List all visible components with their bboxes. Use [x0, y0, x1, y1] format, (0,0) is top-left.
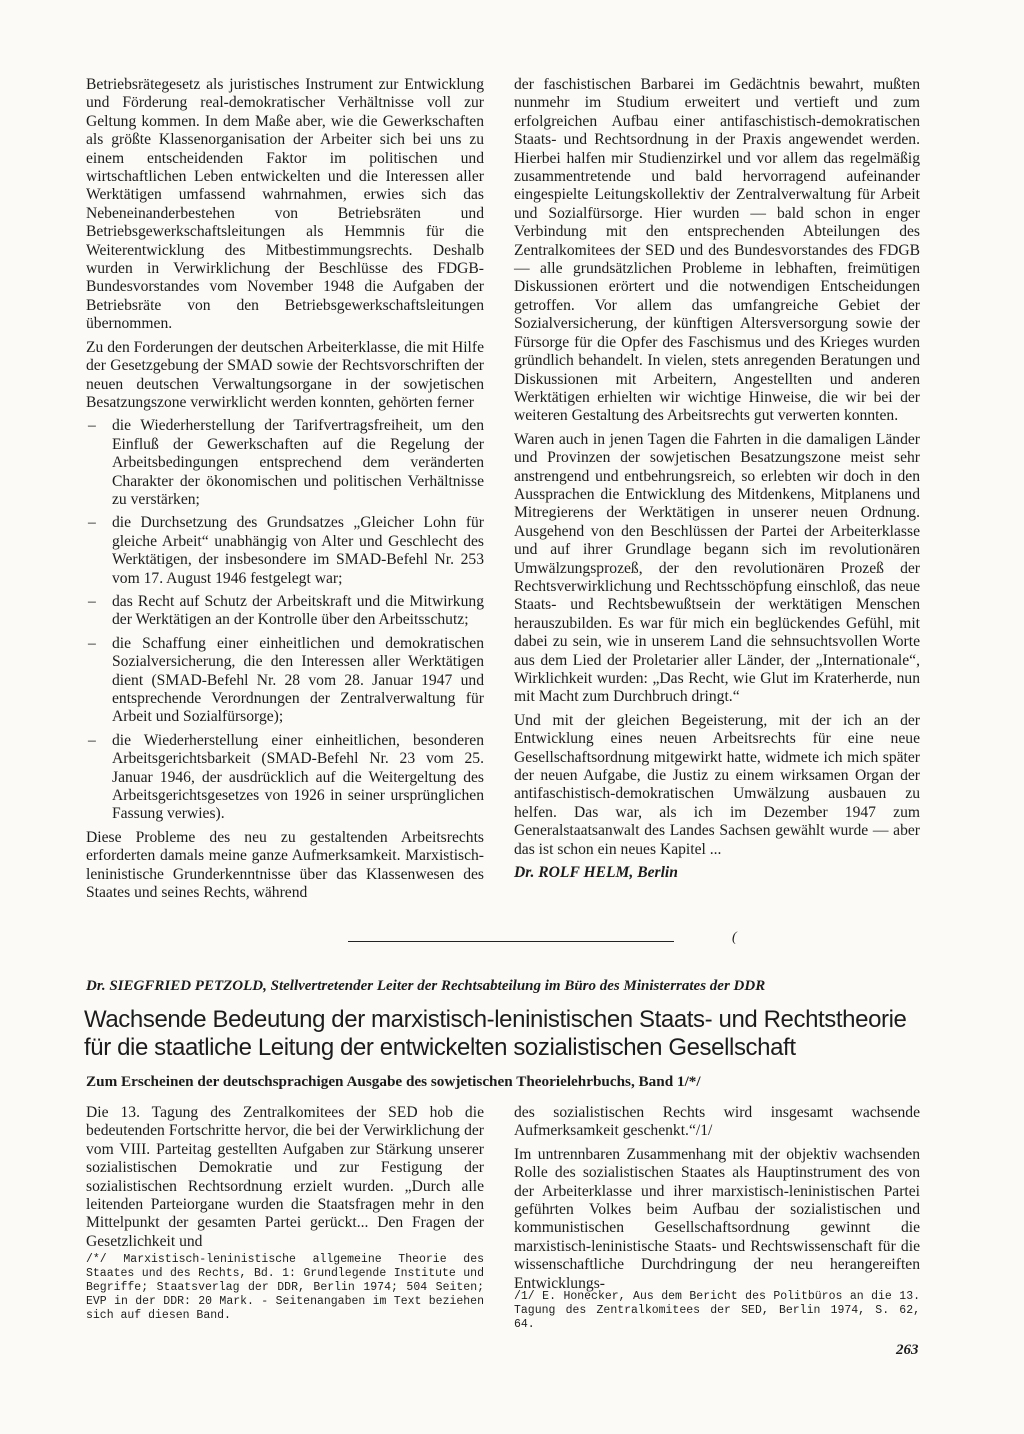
- paragraph: Betriebsrätegesetz als juristisches Instrument zur Entwicklung und Förderung real-demokratischer Verhältnisse voll zur Geltung kommen. In dem Maße aber, wie die Gewerkschaften als größte Klassenorganisation der Arbeiter sich bei uns zu einem entscheidenden Faktor im politischen und wirtschaftlichen Leben entwickelten und die Interessen aller Werktätigen umfassend wahrnahmen, erwies sich das Nebeneinanderbestehen von Betriebsräten und Betriebsgewerkschaftsleitungen als Hemmnis für die Weiterentwicklung des Mitbestimmungsrechts. Deshalb wurden in Verwirklichung der Beschlüsse des FDGB-Bundesvorstandes vom November 1948 die Aufgaben der Betriebsräte von den Betriebsgewerkschaftsleitungen übernommen.: [86, 76, 484, 333]
- paragraph: Die 13. Tagung des Zentralkomitees der SED hob die bedeutenden Fortschritte hervor, die bei der Verwirklichung der vom VIII. Parteitag gestellten Aufgaben zur Stärkung unserer sozialistischen Demokratie und zur Festigung der sozialistischen Rechtsordnung erzielt wurden. „Durch alle leitenden Parteiorgane wurden die Staatsfragen mehr in den Mittelpunkt der gesamten Partei gerückt... Den Fragen der Gesetzlichkeit und: [86, 1104, 484, 1250]
- author-signature: Dr. ROLF HELM, Berlin: [514, 864, 678, 882]
- list-item: – die Schaffung einer einheitlichen und demokratischen Sozialversicherung, die den Interessen aller Werktätigen dient (SMAD-Befehl Nr. 28 vom 28. Januar 1947 und entsprechende Verordnungen der Zentralverwaltung für Arbeit und Sozialfürsorge);: [86, 635, 484, 727]
- list-item: – die Durchsetzung des Grundsatzes „Gleicher Lohn für gleiche Arbeit“ unabhängig von Alter und Geschlecht des Werktätigen, der insbesondere im SMAD-Befehl Nr. 253 vom 17. August 1946 festgelegt war;: [86, 514, 484, 588]
- article2-right-column: [514, 1104, 920, 1298]
- author-line: Dr. SIEGFRIED PETZOLD, Stellvertretender Leiter der Rechtsabteilung im Büro des Ministerrates der DDR: [86, 978, 766, 994]
- paragraph: Diese Probleme des neu zu gestaltenden Arbeitsrechts erforderten damals meine ganze Aufmerksamkeit. Marxistisch-leninistische Grunderkenntnisse über das Klassenwesen des Staates und seines Rechts, während: [86, 828, 484, 902]
- article1-right-column: [514, 76, 920, 887]
- headline-line-2: für die staatliche Leitung der entwickelten sozialistischen Gesellschaft: [84, 1034, 796, 1061]
- page-number: 263: [896, 1342, 919, 1358]
- footnote-left: /*/ Marxistisch-leninistische allgemeine Theorie des Staates und des Rechts, Bd. 1: Grundlegende Institute und Begriffe; Staatsverlag der DDR, Berlin 1974; 504 Seiten; EVP in der DDR: 20 Mark. - Seitenangaben im Text beziehen sich auf diesen Band.: [86, 1253, 484, 1322]
- paragraph: Waren auch in jenen Tagen die Fahrten in die damaligen Länder und Provinzen der sowjetischen Besatzungszone meist sehr anstrengend und entbehrungsreich, so erlebten wir doch in den Aussprachen die Entwicklung des Mitdenkens, Mitplanens und Mitregierens der Werktätigen in unserer neuen Ordnung. Ausgehend von den Beschlüssen der Partei der Arbeiterklasse und auf ihrer Grundlage begann sich im revolutionären Umwälzungsprozeß, der den revolutionären Prozeß der Rechtsverwirklichung und Rechtsschöpfung einschloß, das neue Staats- und Rechtsbewußtsein der werktätigen Menschen herauszubilden. Es war für mich ein beglückendes Gefühl, mit dabei zu sein, wie in unserem Land die sehnsuchtsvollen Worte aus dem Lied der Proletarier aller Länder, der „Internationale“, Wirklichkeit wurden: „Das Recht, wie Glut im Kraterherde, nun mit Macht zum Durchbruch dringt.“: [514, 430, 920, 706]
- demands-list: [86, 417, 484, 824]
- stray-mark: (: [732, 930, 737, 945]
- headline-line-1: Wachsende Bedeutung der marxistisch-leninistischen Staats- und Rechtstheorie: [84, 1006, 907, 1033]
- article-subheadline: Zum Erscheinen der deutschsprachigen Ausgabe des sowjetischen Theorielehrbuchs, Band 1/*/: [86, 1073, 701, 1090]
- section-divider: [348, 941, 674, 942]
- article1-left-column: [86, 76, 484, 907]
- list-item: – die Wiederherstellung einer einheitlichen, besonderen Arbeitsgerichtsbarkeit (SMAD-Befehl Nr. 23 vom 25. Januar 1946, der ausdrücklich auf die Weitergeltung des Arbeitsgerichtsgesetzes von 1926 in seiner ursprünglichen Fassung verwies).: [86, 732, 484, 824]
- paragraph: Und mit der gleichen Begeisterung, mit der ich an der Entwicklung eines neuen Arbeitsrechts für eine neue Gesellschaftsordnung mitgewirkt hatte, widmete ich mich später der neuen Aufgabe, die Justiz zu einem wirksamen Organ der antifaschistisch-demokratischen Umwälzung ausbauen zu helfen. Das war, als ich im Dezember 1947 zum Generalstaatsanwalt des Landes Sachsen gewählt wurde — aber das ist schon ein neues Kapitel ...: [514, 711, 920, 858]
- paragraph: Im untrennbaren Zusammenhang mit der objektiv wachsenden Rolle des sozialistischen Staates als Hauptinstrument des von der Arbeiterklasse und ihrer marxistisch-leninistischen Partei geführten Volkes beim Aufbau der sozialistischen und kommunistischen Gesellschaftsordnung gewinnt die marxistisch-leninistische Staats- und Rechtswissenschaft für die wissenschaftliche Durchdringung der neu herangereiften Entwicklungs-: [514, 1145, 920, 1292]
- paragraph: Zu den Forderungen der deutschen Arbeiterklasse, die mit Hilfe der Gesetzgebung der SMAD sowie der Rechtsvorschriften der neuen deutschen Verwaltungsorgane in der sowjetischen Besatzungszone verwirklicht werden konnten, gehörten ferner: [86, 338, 484, 411]
- footnote-right: /1/ E. Honecker, Aus dem Bericht des Politbüros an die 13. Tagung des Zentralkomitees der SED, Berlin 1974, S. 62, 64.: [514, 1290, 920, 1331]
- article2-left-column: [86, 1104, 484, 1256]
- paragraph: des sozialistischen Rechts wird insgesamt wachsende Aufmerksamkeit geschenkt.“/1/: [514, 1104, 920, 1140]
- list-item: – das Recht auf Schutz der Arbeitskraft und die Mitwirkung der Werktätigen an der Kontrolle über den Arbeitsschutz;: [86, 593, 484, 630]
- paragraph: der faschistischen Barbarei im Gedächtnis bewahrt, mußten nunmehr im Studium erweitert und vertieft und zum erfolgreichen Aufbau einer antifaschistisch-demokratischen Staats- und Rechtsordnung in der Praxis angewendet werden. Hierbei halfen mir Studienzirkel und vor allem das regelmäßig zusammentretende und bald hervorragend aufeinander eingespielte Leitungskollektiv der Zentralverwaltung für Arbeit und Sozialfürsorge. Hier wurden — bald schon in enger Verbindung mit den entsprechenden Abteilungen des Zentralkomitees der SED und des Bundesvorstandes des FDGB — alle grundsätzlichen Probleme in lebhaften, freimütigen Diskussionen erörtert und die notwendigen Entscheidungen getroffen. Vor allem das umfangreiche Gebiet der Sozialversicherung, der künftigen Altersversorgung sowie der Fürsorge für die Opfer des Faschismus und des Krieges wurden gründlich behandelt. In vielen, stets anregenden Beratungen und Diskussionen mit Arbeitern, Angestellten und anderen Werktätigen erhielten wir wichtige Hinweise, die wir bei der weiteren Gestaltung des Arbeitsrechts gut verwerten konnten.: [514, 76, 920, 425]
- article-headline: [84, 1006, 930, 1062]
- list-item: – die Wiederherstellung der Tarifvertragsfreiheit, um den Einfluß der Gewerkschaften auf die Regelung der Arbeitsbedingungen entsprechend dem veränderten Charakter der ökonomischen und politischen Verhältnisse zu verstärken;: [86, 417, 484, 509]
